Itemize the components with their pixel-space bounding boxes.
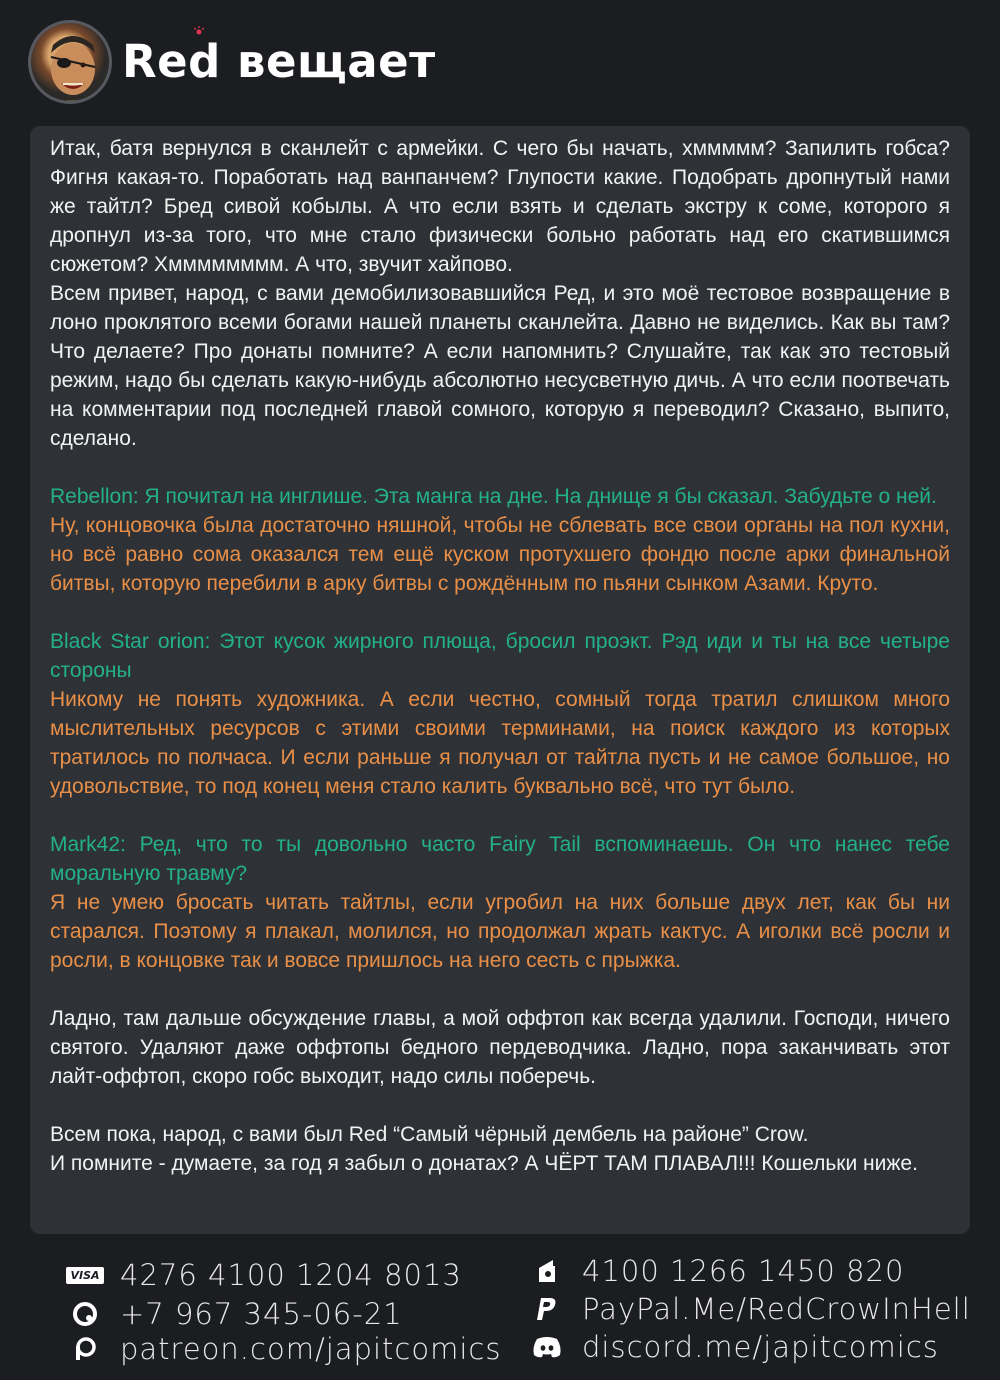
- comment-quote: Mark42: Ред, что то ты довольно часто Fairy Tail вспоминаешь. Он что нанес тебе моральную травму?: [50, 833, 950, 885]
- yandex-wallet-number: 4100 1266 1450 820: [582, 1254, 905, 1288]
- comment-quote: Black Star orion: Этот кусок жирного плюща, бросил проэкт. Рэд иди и ты на все четыре стороны: [50, 630, 950, 682]
- yandex-wallet-icon: [528, 1256, 566, 1286]
- paragraph-gap: [50, 1091, 950, 1120]
- patreon-row[interactable]: [66, 1330, 501, 1368]
- comment-reply: Ну, концовочка была достаточно няшной, чтобы не сблевать все свои органы на пол кухни, но всё равно сома оказался тем ещё куском протухшего фондю после арки финальной битвы, которую перебили в арку битвы с рождённым по пьяни сынком Азами. Круто.: [50, 514, 950, 595]
- paragraph: И помните - думаете, за год я забыл о донатах? А ЧЁРТ ТАМ ПЛАВАЛ!!! Кошельки ниже.: [50, 1152, 918, 1175]
- message-content: [50, 134, 950, 1178]
- patreon-link[interactable]: patreon.com/japitcomics: [120, 1332, 502, 1366]
- qiwi-phone: +7 967 345-06-21: [120, 1297, 403, 1331]
- paragraph-gap: [50, 801, 950, 830]
- yandex-row: [528, 1252, 904, 1290]
- message-panel: [30, 126, 970, 1234]
- accent-spark-icon: [194, 26, 204, 36]
- visa-row: [66, 1256, 462, 1294]
- avatar: [28, 20, 112, 104]
- comment-reply: Я не умею бросать читать тайтлы, если угробил на них больше двух лет, как бы ни старался. Поэтому я плакал, молился, но продолжал жрать кактус. А иголки всё росли и росли, в концовке так и вовсе пришлось на него сесть с прыжка.: [50, 891, 950, 972]
- discord-icon: [528, 1332, 566, 1362]
- discord-link[interactable]: discord.me/japitcomics: [582, 1330, 939, 1364]
- paypal-icon: [528, 1294, 566, 1324]
- page-title: [122, 34, 436, 90]
- visa-icon: VISA: [66, 1260, 104, 1290]
- qiwi-row: [66, 1295, 403, 1333]
- paragraph-gap: [50, 975, 950, 1004]
- paypal-link[interactable]: PayPal.Me/RedCrowInHell: [582, 1292, 971, 1326]
- paragraph: Ладно, там дальше обсуждение главы, а мой оффтоп как всегда удалили. Господи, ничего святого. Удаляют даже оффтопы бедного пердеводчика. Ладно, пора заканчивать этот лайт-оффтоп, скоро гобс выходит, надо силы поберечь.: [50, 1007, 950, 1088]
- paragraph-gap: [50, 598, 950, 627]
- paragraph: Всем пока, народ, с вами был Red “Самый чёрный дембель на районе” Crow.: [50, 1123, 809, 1146]
- patreon-icon: [66, 1334, 104, 1364]
- comment-quote: Rebellon: Я почитал на инглише. Эта манга на дне. На днище я бы сказал. Забудьте о ней.: [50, 485, 937, 508]
- visa-card-number: 4276 4100 1204 8013: [120, 1258, 462, 1292]
- comment-reply: Никому не понять художника. А если честно, сомный тогда тратил слишком много мыслительных ресурсов с этими своими терминами, на поиск каждого из которых тратилось по полчаса. И если раньше я получал от тайтла пусть и не самое большое, но удовольствие, то под конец меня стало калить буквально всё, что тут было.: [50, 688, 950, 798]
- paragraph: Всем привет, народ, с вами демобилизовавшийся Ред, и это моё тестовое возвращение в лоно проклятого всеми богами нашей планеты сканлейта. Давно не виделись. Как вы там? Что делаете? Про донаты помните? А если напомнить? Слушайте, так как это тестовый режим, надо бы сделать какую-нибудь абсолютно несусветную дичь. А что если поотвечать на комментарии под последней главой сомного, которую я переводил? Сказано, выпито, сделано.: [50, 282, 950, 450]
- discord-row[interactable]: [528, 1328, 939, 1366]
- paypal-row[interactable]: [528, 1290, 971, 1328]
- qiwi-icon: [66, 1299, 104, 1329]
- paragraph-gap: [50, 453, 950, 482]
- donation-footer: [0, 1252, 1000, 1372]
- page-title-text: Red вещает: [122, 35, 436, 88]
- paragraph: Итак, батя вернулся в сканлейт с армейки. С чего бы начать, хммммм? Запилить гобса? Фигня какая-то. Поработать над ванпанчем? Глупости какие. Подобрать дропнутый нами же тайтл? Бред сивой кобылы. А что если взять и сделать экстру к соме, которого я дропнул из-за того, что мне стало физически больно работать над его скатившимся сюжетом? Хмммммммм. А что, звучит хайпово.: [50, 137, 950, 276]
- header: [28, 20, 968, 106]
